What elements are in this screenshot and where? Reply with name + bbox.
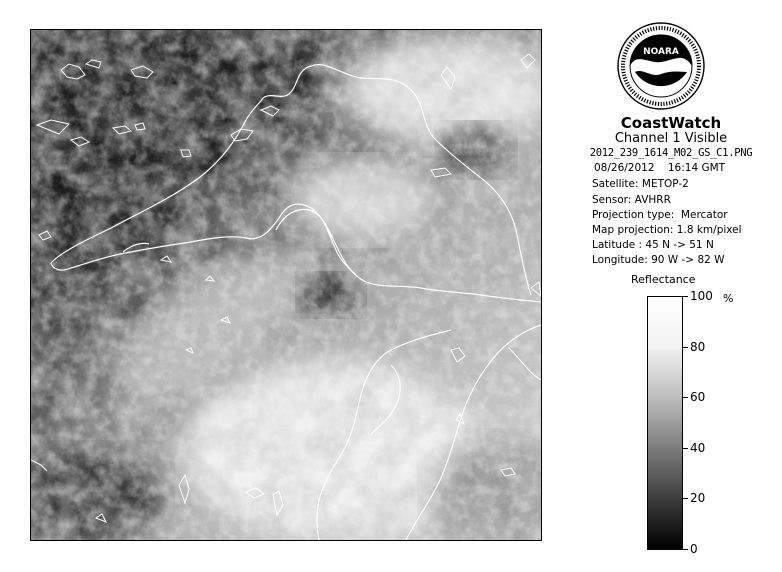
cloud-texture-fine [31, 30, 541, 540]
satellite-svg [31, 30, 541, 540]
latitude-range: Latitude : 45 N -> 51 N [592, 239, 714, 251]
projection-type: Projection type: Mercator [592, 209, 728, 221]
channel-label: Channel 1 Visible [614, 131, 728, 146]
colorbar-tick [683, 397, 688, 398]
brand-title: CoastWatch [620, 114, 722, 132]
satellite-label: Satellite: METOP-2 [592, 178, 689, 190]
longitude-range: Longitude: 90 W -> 82 W [592, 254, 725, 266]
colorbar-tick-label: 20 [690, 491, 706, 506]
colorbar-tick-label: 100 [690, 289, 713, 303]
legend-unit: % [723, 292, 734, 305]
legend-title: Reflectance [631, 273, 696, 286]
colorbar-tick-label: 40 [690, 440, 706, 455]
map-projection: Map projection: 1.8 km/pixel [592, 224, 742, 236]
date-time: 08/26/2012 16:14 GMT [594, 162, 726, 174]
colorbar-tick-label: 60 [690, 390, 706, 405]
satellite-image [30, 29, 542, 541]
colorbar-tick [683, 347, 688, 348]
colorbar-tick-label: 0 [690, 542, 698, 556]
noaa-logo [617, 22, 705, 110]
colorbar-tick [683, 448, 688, 449]
colorbar-tick-label: 80 [690, 339, 706, 354]
colorbar-tick [683, 296, 688, 297]
logo-text: NOARA [643, 47, 679, 57]
sensor-label: Sensor: AVHRR [592, 194, 671, 206]
colorbar-tick [683, 549, 688, 550]
colorbar-tick [683, 498, 688, 499]
file-name: 2012_239_1614_M02_GS_C1.PNG [589, 147, 753, 159]
reflectance-colorbar [647, 296, 683, 550]
